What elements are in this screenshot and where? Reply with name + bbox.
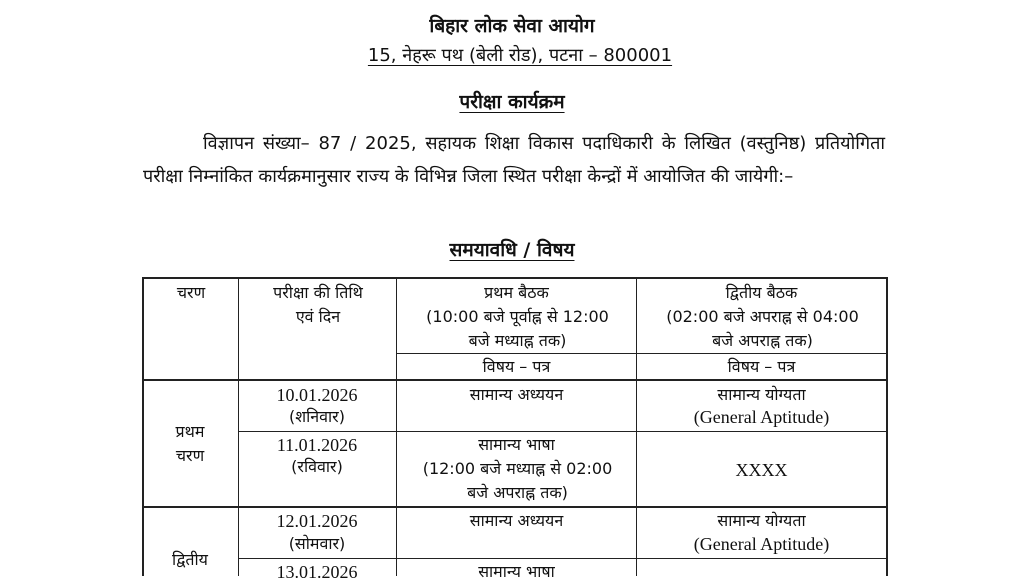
first-subject: सामान्य अध्ययन [469,511,564,530]
first-subject: सामान्य अध्ययन [469,385,564,404]
page-title: परीक्षा कार्यक्रम [459,91,565,113]
header-subject-1: विषय – पत्र [482,357,551,376]
header-date: परीक्षा की तिथि एवं दिन [273,283,363,326]
notice-paragraph: विज्ञापन संख्या– 87 / 2025, सहायक शिक्षा विकास पदाधिकारी के लिखित (वस्तुनिष्ठ) प्रतियोगिता परीक्षा निम्नांकित कार्यक्रमानुसार राज्य के विभिन्न जिला स्थित परीक्षा केन्द्रों में आयोजित की जायेगी:– [143,133,885,187]
exam-date: 12.01.2026 [276,511,358,531]
header-second-sitting: द्वितीय बैठक [725,283,798,302]
second-subject: XXXX [735,460,788,480]
section-title: समयावधि / विषय [449,239,575,261]
exam-day: (रविवार) [291,457,343,476]
first-subject: सामान्य भाषा [478,435,555,454]
phase-label: द्वितीय [172,550,208,569]
exam-date: 10.01.2026 [276,385,358,405]
header-first-sitting: प्रथम बैठक [484,283,549,302]
first-subject-note: (12:00 बजे मध्याह्न से 02:00 बजे अपराह्न तक) [422,459,613,502]
header-phase: चरण [176,283,206,302]
exam-date: 13.01.2026 [276,562,358,582]
exam-date: 11.01.2026 [276,435,358,455]
org-name: बिहार लोक सेवा आयोग [429,15,595,37]
second-subject: सामान्य योग्यता [717,385,806,404]
exam-day: (सोमवार) [288,534,346,553]
exam-day: (शनिवार) [289,407,345,426]
second-subject-note: (General Aptitude) [693,534,830,554]
second-subject: सामान्य योग्यता [717,511,806,530]
second-subject-note: (General Aptitude) [693,407,830,427]
first-subject: सामान्य भाषा [478,562,555,581]
org-address: 15, नेहरू पथ (बेली रोड), पटना – 800001 [367,45,673,66]
header-second-time: (02:00 बजे अपराह्न से 04:00 बजे अपराह्न तक) [666,307,859,350]
header-first-time: (10:00 बजे पूर्वाह्न से 12:00 बजे मध्याह्न तक) [426,307,609,350]
phase-label: प्रथम चरण [175,422,205,465]
header-subject-2: विषय – पत्र [727,357,796,376]
